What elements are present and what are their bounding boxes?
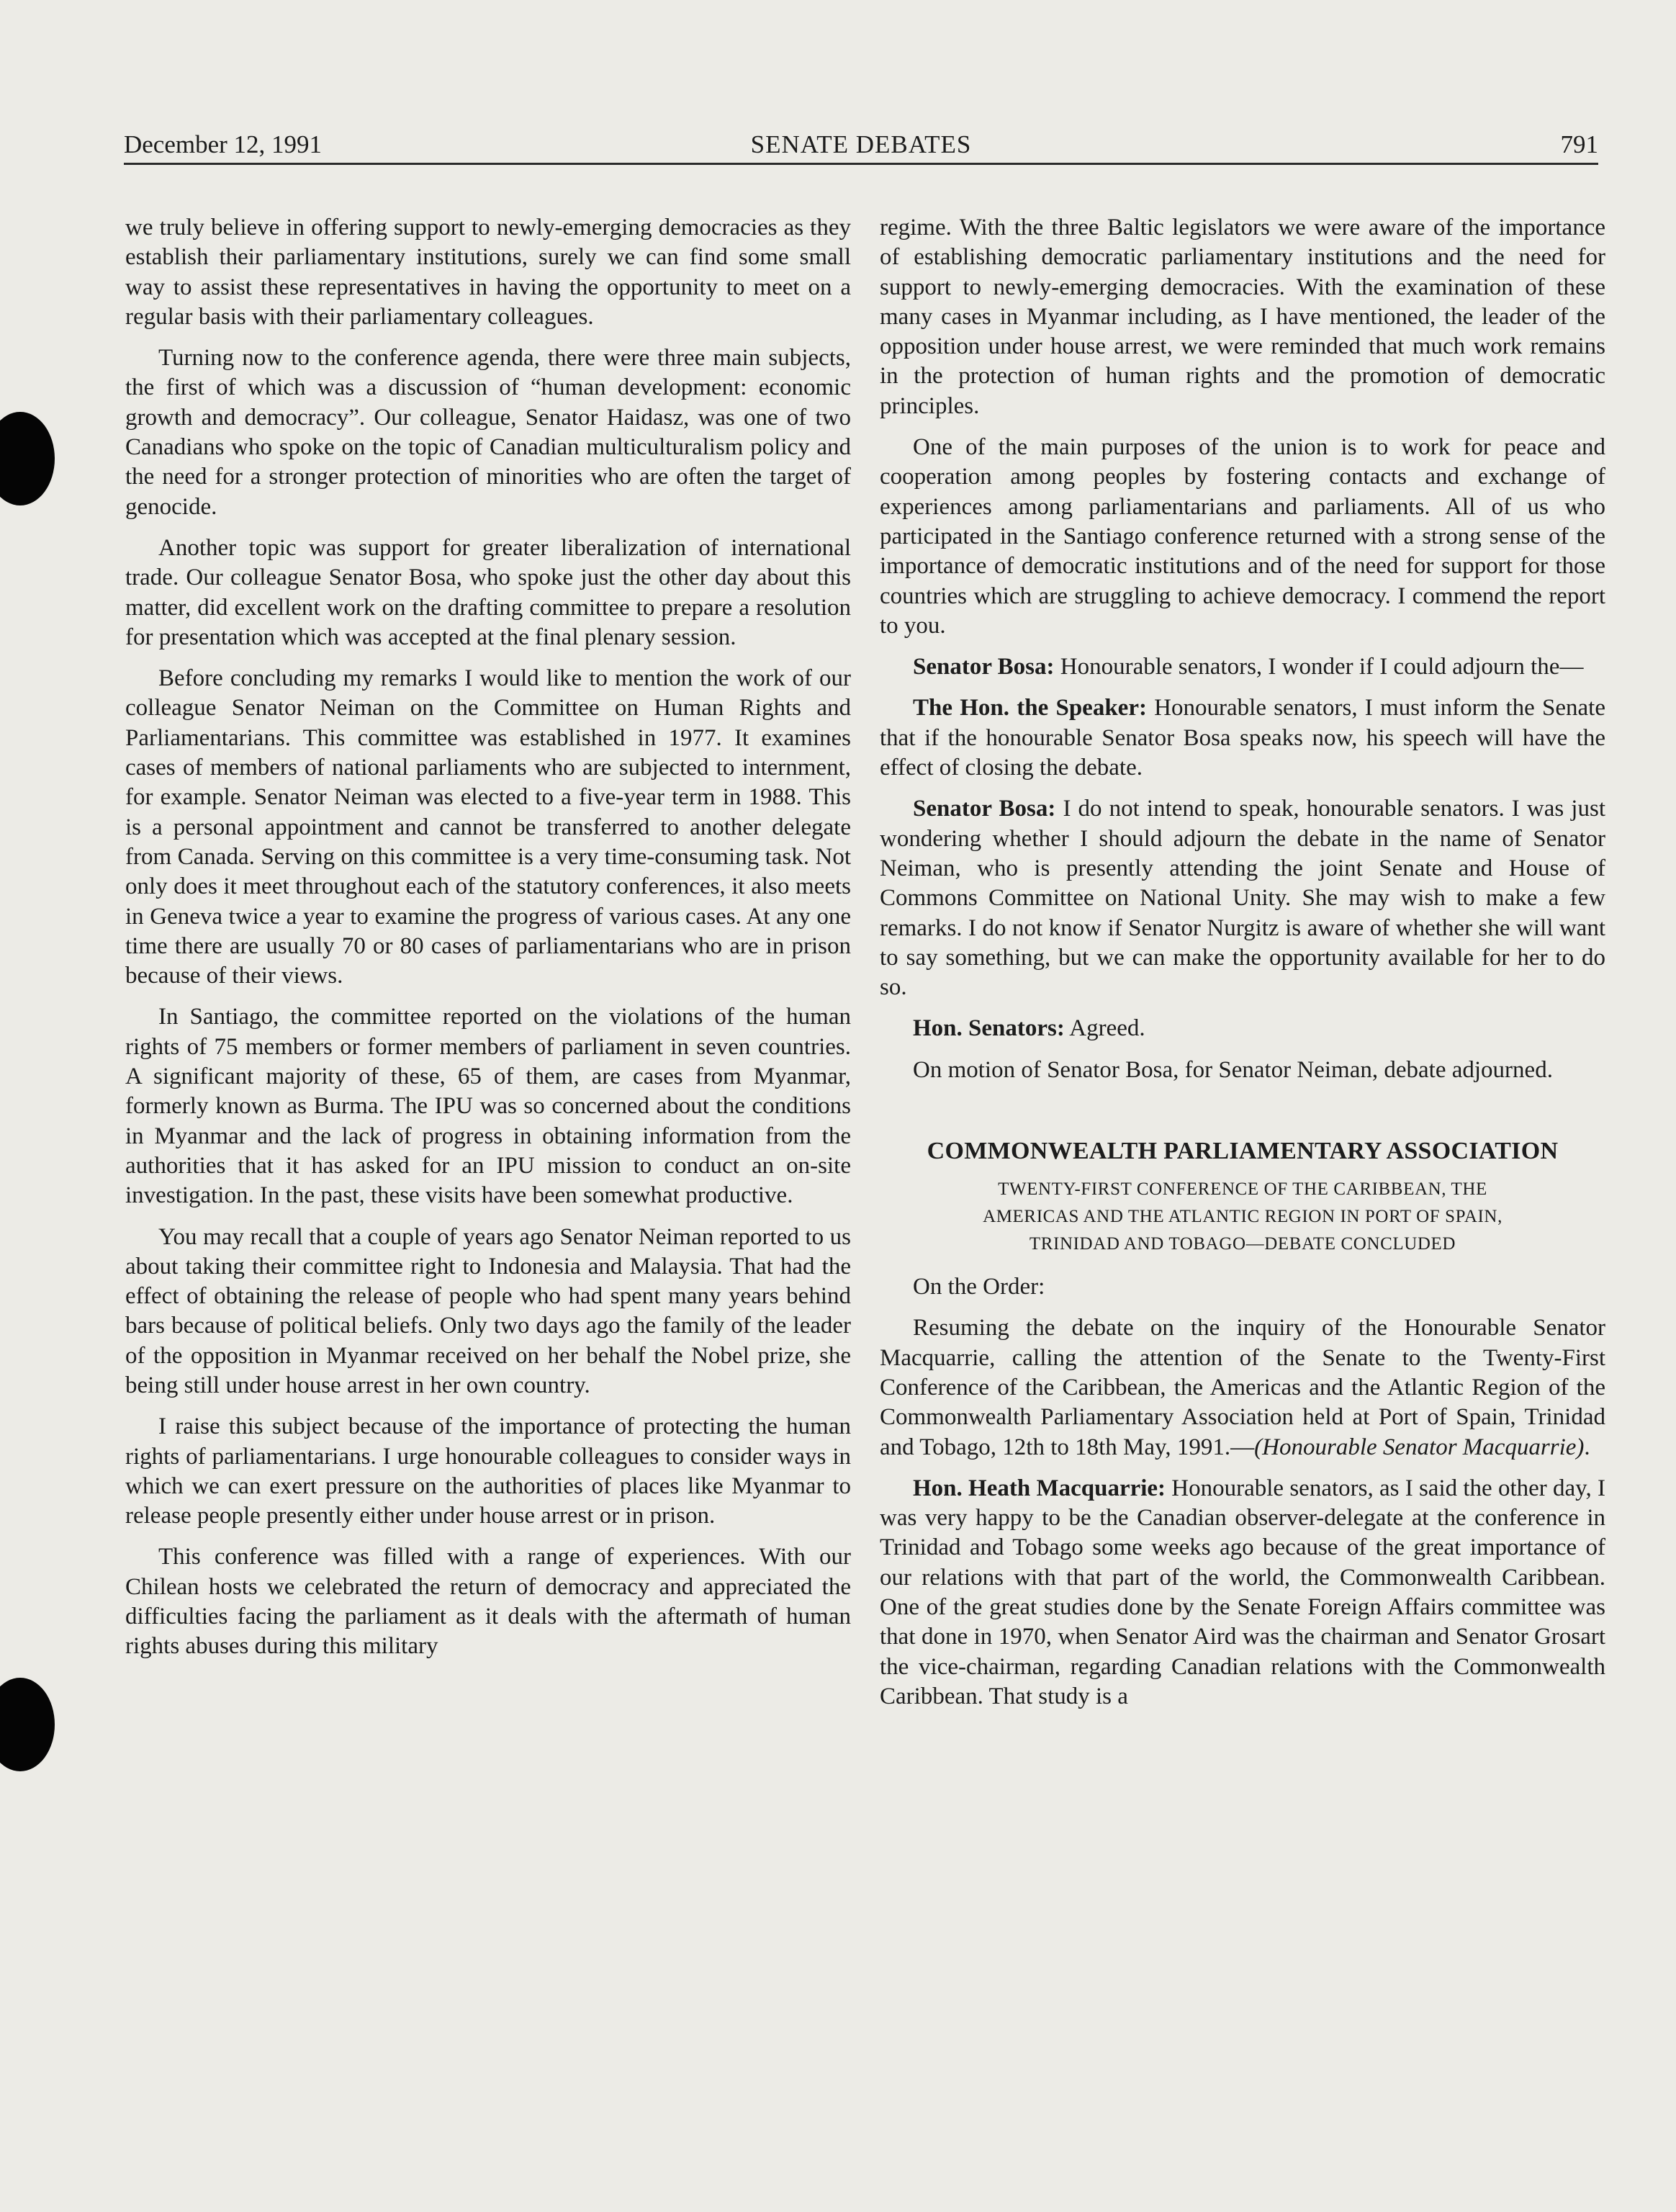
speaker-name: Hon. Heath Macquarrie: [913,1475,1166,1501]
subheading-line: TRINIDAD AND TOBAGO—DEBATE CONCLUDED [1029,1234,1456,1254]
paragraph: In Santiago, the committee reported on the violations of the human rights of 75 members or former members of parliament in seven countries. A significant majority of these, 65 of them, are cases from Myanmar, formerly known as Burma. The IPU was so concerned about the conditions in Myanmar and the lack of progress in obtaining information from the authorities that it has asked for an IPU mission to conduct an on-site investigation. In the past, these visits have been somewhat productive. [125,1004,851,1209]
speech-text: Honourable senators, I must inform the Senate that if the honourable Senator Bosa speaks now, his speech will have the effect of closing the debate. [880,695,1605,781]
quote-end: . [1584,1434,1590,1460]
paragraph: You may recall that a couple of years ago Senator Neiman reported to us about taking their committee right to Indonesia and Malaysia. That had the effect of obtaining the release of people who had spent many years behind bars because of political beliefs. Only two days ago the family of the leader of the opposition in Myanmar received on her behalf the Nobel prize, she being still under house arrest in her own country. [125,1223,851,1398]
left-column [125,213,851,1673]
paragraph: Turning now to the conference agenda, there were three main subjects, the first of which was a discussion of “human development: economic growth and democracy”. Our colleague, Senator Haidasz, was one of two Canadians who spoke on the topic of Canadian multiculturalism policy and the need for a stronger protection of minorities who are often the target of genocide. [125,345,851,520]
speech [880,693,1605,783]
speech [880,652,1605,682]
header-date: December 12, 1991 [124,130,323,158]
paragraph: One of the main purposes of the union is to work for peace and cooperation among peoples by fostering contacts and exchange of experiences among parliamentarians and parliaments. All of us who participated in the Santiago conference returned with a strong sense of the importance of democratic institutions and of the need for support for those countries which are struggling to achieve democracy. I commend the report to you. [880,434,1605,639]
page-number: 791 [1560,130,1598,158]
speaker-name: Senator Bosa: [913,654,1055,680]
speech-text: Honourable senators, as I said the other day, I was very happy to be the Canadian observer-delegate at the conference in Trinidad and Tobago some weeks ago because of the great importance of our relations with that part of the world, the Commonwealth Caribbean. One of the great studies done by the Senate Foreign Affairs committee was that done in 1970, when Senator Aird was the chairman and Senator Grosart the vice-chairman, regarding Canadian relations with the Commonwealth Caribbean. That study is a [880,1475,1606,1709]
paragraph: Another topic was support for greater liberalization of international trade. Our colleague Senator Bosa, who spoke just the other day about this matter, did excellent work on the drafting committee to prepare a resolution for presentation which was accepted at the final plenary session. [125,534,851,650]
speaker-name: Senator Bosa: [913,796,1056,822]
paragraph: regime. With the three Baltic legislators we were aware of the importance of establishing democratic parliamentary institutions and the need for support to newly-emerging democracies. With the examination of these many cases in Myanmar including, as I have mentioned, the leader of the opposition under house arrest, we were reminded that much work remains in the protection of human rights and the promotion of democratic principles. [880,215,1605,419]
header-title: SENATE DEBATES [750,130,972,158]
paragraph: Before concluding my remarks I would like to mention the work of our colleague Senator Neiman on the Committee on Human Rights and Parliamentarians. This committee was established in 1977. It examines cases of members of national parliaments who are subjected to internment, for example. Senator Neiman was elected to a five-year term in 1988. This is a personal appointment and cannot be transferred to another delegate from Canada. Serving on this committee is a very time-consuming task. Not only does it meet throughout each of the statutory conferences, it also meets in Geneva twice a year to examine the progress of various cases. At any one time there are usually 70 or 80 cases of parliamentarians who are in prison because of their views. [125,665,851,989]
paragraph: This conference was filled with a range of experiences. With our Chilean hosts we celebrated the return of democracy and appreciated the difficulties facing the parliament as it deals with the aftermath of human rights abuses during this military [125,1544,851,1660]
quote-text: Resuming the debate on the inquiry of the Honourable Senator Macquarrie, calling the attention of the Senate to the Twenty-First Conference of the Caribbean, the Americas and the Atlantic Region of the Commonwealth Parliamentary Association held at Port of Spain, Trinidad and Tobago, 12th to 18th May, 1991.— [880,1315,1605,1460]
paragraph: I raise this subject because of the importance of protecting the human rights of parliamentarians. I urge honourable colleagues to consider ways in which we can exert pressure on the authorities of places like Myanmar to release people presently either under house arrest or in prison. [125,1413,851,1529]
right-column [880,213,1605,1723]
speech [880,794,1605,1002]
motion-paragraph: On motion of Senator Bosa, for Senator Neiman, debate adjourned. [913,1056,1553,1083]
speaker-name: Hon. Senators: [913,1015,1065,1042]
speech [880,1014,1605,1043]
page-header [124,127,1598,165]
subheading-line: TWENTY-FIRST CONFERENCE OF THE CARIBBEAN, THE [998,1179,1487,1200]
paragraph: we truly believe in offering support to newly-emerging democracies as they establish their parliamentary institutions, surely we can find some small way to assist these representatives in having the opportunity to meet on a regular basis with their parliamentary colleagues. [125,215,851,330]
order-quote [880,1313,1605,1462]
order-label: On the Order: [913,1274,1045,1300]
speech [880,1474,1605,1712]
subheading-line: AMERICAS AND THE ATLANTIC REGION IN PORT OF SPAIN, [983,1207,1502,1227]
binder-hole-top [0,412,55,505]
speaker-name: The Hon. the Speaker: [913,695,1147,721]
binder-hole-bottom [0,1678,55,1771]
quote-attribution: (Honourable Senator Macquarrie) [1254,1434,1585,1460]
section-subheading [880,1176,1605,1258]
speech-text: Agreed. [1064,1015,1145,1042]
speech-text: Honourable senators, I wonder if I could adjourn the— [1054,654,1584,680]
section-heading: COMMONWEALTH PARLIAMENTARY ASSOCIATION [927,1138,1559,1165]
speech-text: I do not intend to speak, honourable senators. I was just wondering whether I should adjourn the debate in the name of Senator Neiman, who is presently attending the joint Senate and House of Commons Committee on National Unity. She may wish to make a few remarks. I do not know if Senator Nurgitz is aware of whether she will want to say something, but we can make the opportunity available for her to do so. [880,796,1605,1001]
